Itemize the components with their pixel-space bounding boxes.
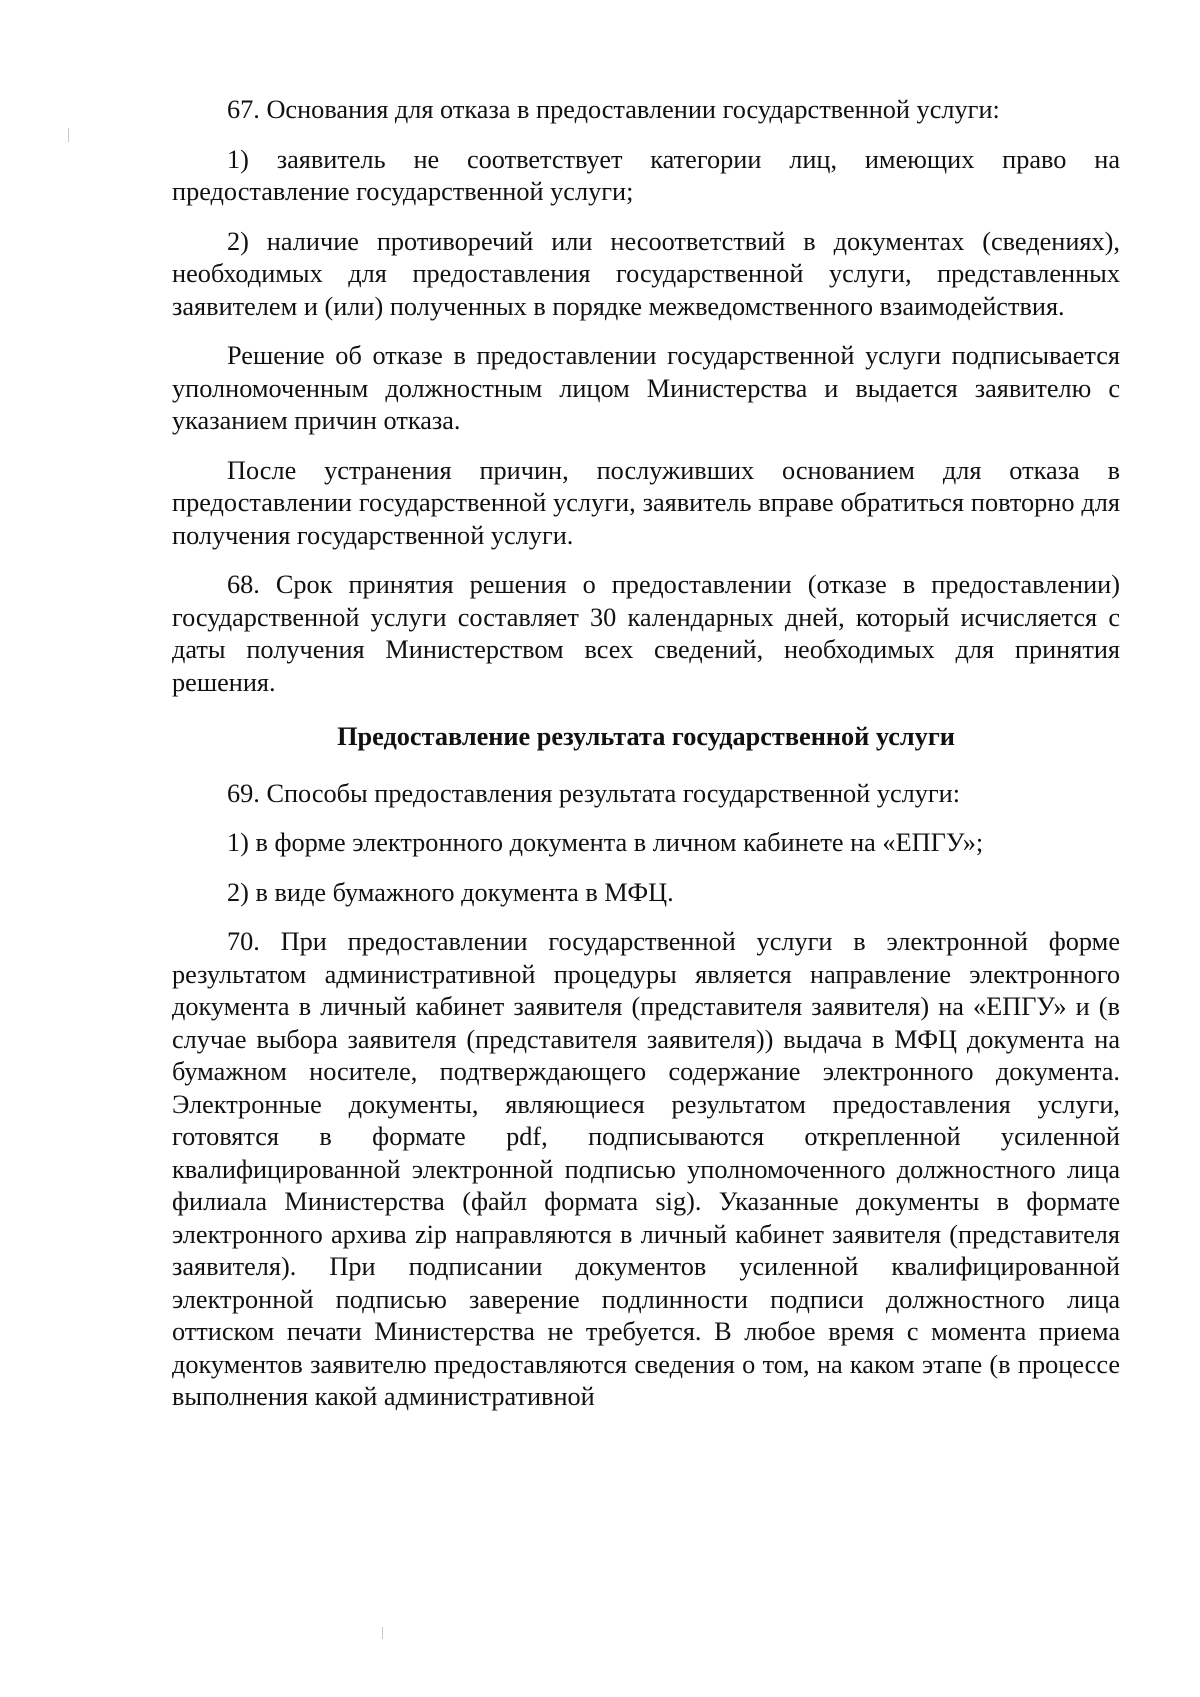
paragraph-67-intro: 67. Основания для отказа в предоставлении государственной услуги: xyxy=(227,95,1000,124)
paragraph-70: 70. При предоставлении государственной услуги в электронной форме результатом административной процедуры является направление электронного документа в личный кабинет заявителя (представителя заявителя) на «ЕПГУ» и (в случае выбора заявителя (представителя заявителя)) выдача в МФЦ документа на бумажном носителе, подтверждающего содержание электронного документа. Электронные документы, являющиеся результатом предоставления услуги, готовятся в формате pdf, подписываются открепленной усиленной квалифицированной электронной подписью уполномоченного должностного лица филиала Министерства (файл формата sig). Указанные документы в формате электронного архива zip направляются в личный кабинет заявителя (представителя заявителя). При подписании документов усиленной квалифицированной электронной подписью заверение подлинности подписи должностного лица оттиском печати Министерства не требуется. В любое время с момента приема документов заявителю предоставляются сведения о том, на каком этапе (в процессе выполнения какой административной xyxy=(172,927,1120,1411)
paragraph-69-intro: 69. Способы предоставления результата государственной услуги: xyxy=(227,778,961,808)
paragraph-68: 68. Срок принятия решения о предоставлении (отказе в предоставлении) государственной услуги составляет 30 календарных дней, который исчисляется с даты получения Министерством всех сведений, необходимых для принятия решения. xyxy=(172,570,1120,697)
paragraph-67-item-2: 2) наличие противоречий или несоответствий в документах (сведениях), необходимых для предоставления государственной услуги, представленных заявителем и (или) полученных в порядке межведомственного взаимодействия. xyxy=(172,226,1120,321)
paragraph-67-item-1: 1) заявитель не соответствует категории лиц, имеющих право на предоставление государственной услуги; xyxy=(172,144,1120,206)
paragraph-67-after: После устранения причин, послуживших основанием для отказа в предоставлении государственной услуги, заявитель вправе обратиться повторно для получения государственной услуги. xyxy=(172,455,1120,550)
document-page xyxy=(172,94,1120,1431)
paragraph-69-item-1: 1) в форме электронного документа в личном кабинете на «ЕПГУ»; xyxy=(227,828,984,857)
scan-bottom-mark xyxy=(382,1627,383,1639)
paragraph-69-item-2: 2) в виде бумажного документа в МФЦ. xyxy=(227,877,674,907)
scan-margin-mark xyxy=(68,128,69,142)
section-heading: Предоставление результата государственной услуги xyxy=(337,722,955,751)
paragraph-67-decision: Решение об отказе в предоставлении государственной услуги подписывается уполномоченным должностным лицом Министерства и выдается заявителю с указанием причин отказа. xyxy=(172,341,1120,435)
